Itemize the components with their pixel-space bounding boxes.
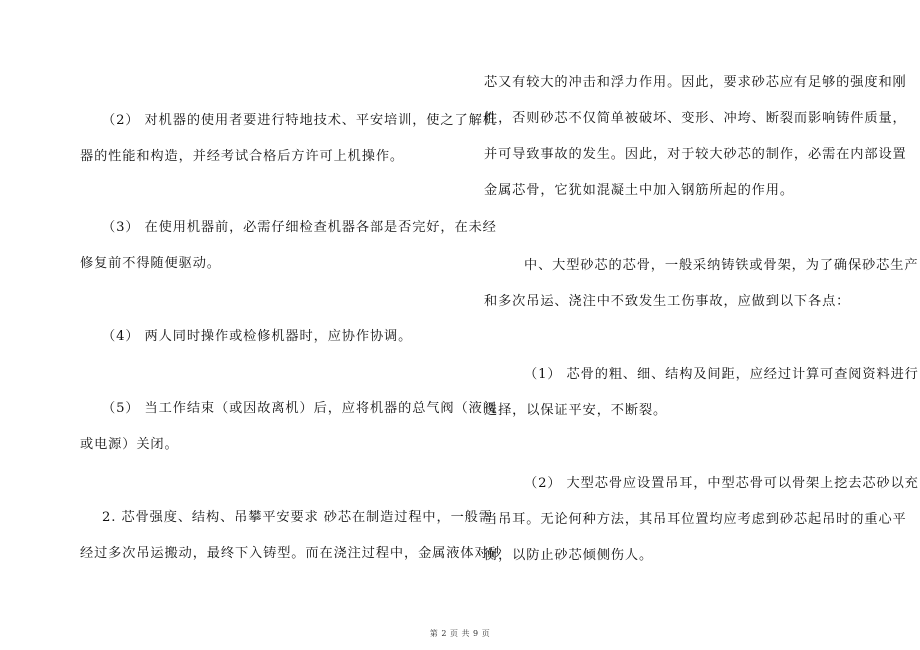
paragraph-item-2-line-2: 器的性能和构造，并经考试合格后方许可上机操作。 xyxy=(80,149,405,164)
continuation-line-4: 金属芯骨，它犹如混凝土中加入钢筋所起的作用。 xyxy=(484,183,794,198)
requirement-item-2-line-2: 当吊耳。无论何种方法，其吊耳位置均应考虑到砂芯起吊时的重心平 xyxy=(484,512,907,527)
paragraph-item-3-line-2: 修复前不得随便驱动。 xyxy=(80,256,221,271)
continuation-line-2: 性，否则砂芯不仅简单被破坏、变形、冲垮、断裂而影响铸件质量， xyxy=(484,111,907,126)
continuation-line-3: 并可导致事故的发生。因此，对于较大砂芯的制作，必需在内部设置 xyxy=(484,147,907,162)
section-2-line-1: 2. 芯骨强度、结构、吊攀平安要求 砂芯在制造过程中，一般需 xyxy=(102,510,493,525)
paragraph-item-3-line-1: （3） 在使用机器前，必需仔细检查机器各部是否完好，在未经 xyxy=(102,220,497,235)
intro-line-1: 中、大型砂芯的芯骨，一般采纳铸铁或骨架，为了确保砂芯生产 xyxy=(524,258,919,273)
continuation-line-1: 芯又有较大的冲击和浮力作用。因此，要求砂芯应有足够的强度和刚 xyxy=(484,75,907,90)
paragraph-item-2-line-1: （2） 对机器的使用者要进行特地技术、平安培训，使之了解机 xyxy=(102,113,497,128)
paragraph-item-5-line-2: 或电源）关闭。 xyxy=(80,437,179,452)
intro-line-2: 和多次吊运、浇注中不致发生工伤事故，应做到以下各点： xyxy=(484,294,851,309)
requirement-item-2-line-3: 衡，以防止砂芯倾侧伤人。 xyxy=(484,548,654,563)
paragraph-item-5-line-1: （5） 当工作结束（或因故离机）后，应将机器的总气阀（液阀 xyxy=(102,401,497,416)
section-2-line-2: 经过多次吊运搬动，最终下入铸型。而在浇注过程中，金属液体对砂 xyxy=(80,546,503,561)
requirement-item-1-line-1: （1） 芯骨的粗、细、结构及间距，应经过计算可查阅资料进行 xyxy=(524,367,919,382)
page-number-footer: 第 2 页 共 9 页 xyxy=(429,629,491,638)
requirement-item-1-line-2: 选择，以保证平安，不断裂。 xyxy=(484,403,668,418)
paragraph-item-4-line-1: （4） 两人同时操作或检修机器时，应协作协调。 xyxy=(102,329,413,344)
requirement-item-2-line-1: （2） 大型芯骨应设置吊耳，中型芯骨可以骨架上挖去芯砂以充 xyxy=(524,476,919,491)
